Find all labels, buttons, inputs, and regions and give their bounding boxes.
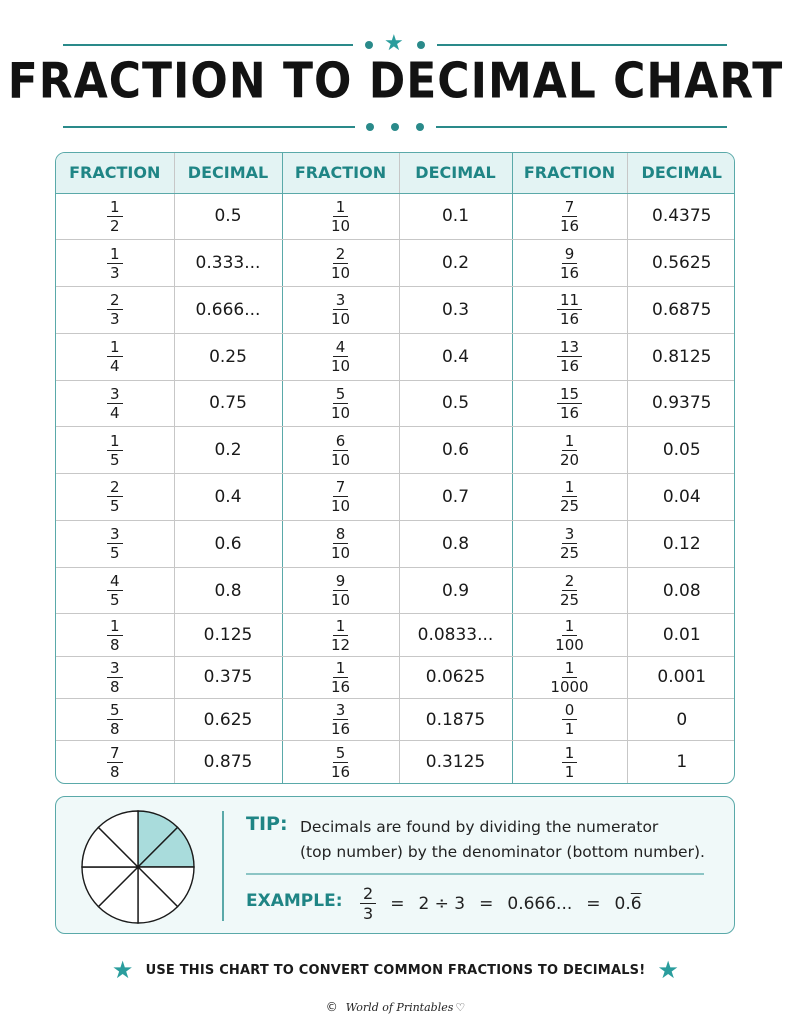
decimal-cell: 0.12 [627, 520, 735, 567]
numerator: 3 [107, 660, 123, 678]
table-row [56, 287, 735, 334]
denominator: 16 [559, 310, 580, 329]
decimal-cell: 0.2 [174, 427, 282, 474]
denominator: 100 [555, 635, 584, 654]
brand-name: World of Printables [345, 1000, 454, 1014]
fraction-cell [56, 698, 174, 740]
numerator: 2 [107, 479, 123, 497]
decimal-cell: 0.04 [627, 474, 735, 521]
fraction-cell [512, 567, 627, 614]
denominator: 16 [559, 216, 580, 235]
numerator: 6 [333, 433, 349, 451]
denominator: 16 [330, 720, 351, 739]
decimal-cell: 0 [627, 698, 735, 740]
fraction [328, 199, 353, 234]
tip-label: TIP: [246, 813, 288, 835]
fraction-cell [282, 567, 399, 614]
decimal-cell: 0.8 [399, 520, 512, 567]
fraction-cell [282, 656, 399, 698]
numerator: 1 [107, 199, 123, 217]
fraction [107, 386, 123, 421]
decimal-cell: 0.0625 [399, 656, 512, 698]
equals-sign: = [479, 893, 494, 914]
table-row [56, 240, 735, 287]
numerator: 5 [107, 702, 123, 720]
decimal-value: 0.666... [507, 893, 573, 914]
numerator: 11 [557, 292, 582, 310]
denominator: 1 [564, 762, 575, 781]
pie-chart-illustration [80, 809, 196, 925]
numerator: 3 [562, 526, 578, 544]
table-row [56, 193, 735, 240]
fraction [557, 573, 582, 608]
numerator: 1 [562, 618, 578, 636]
numerator: 4 [107, 573, 123, 591]
fraction [557, 339, 582, 374]
decimal-cell: 0.6875 [627, 287, 735, 334]
numerator: 15 [557, 386, 582, 404]
numerator: 1 [107, 246, 123, 264]
fraction [328, 479, 353, 514]
fraction [328, 573, 353, 608]
numerator: 1 [107, 433, 123, 451]
numerator: 1 [562, 479, 578, 497]
numerator: 7 [333, 479, 349, 497]
decimal-cell: 0.75 [174, 380, 282, 427]
fraction [552, 618, 587, 653]
numerator: 3 [333, 702, 349, 720]
denominator: 5 [109, 450, 120, 469]
denominator: 3 [109, 310, 120, 329]
fraction [328, 339, 353, 374]
fraction [107, 339, 123, 374]
decimal-cell: 1 [676, 752, 688, 773]
numerator: 1 [562, 433, 578, 451]
denominator: 16 [330, 762, 351, 781]
fraction-cell [282, 287, 399, 334]
title-underline-ornament [0, 119, 791, 135]
decimal-cell: 0.01 [627, 614, 735, 656]
decimal-cell: 0.625 [174, 698, 282, 740]
fraction-cell [56, 427, 174, 474]
fraction-cell [282, 333, 399, 380]
fraction [557, 292, 582, 327]
denominator: 10 [330, 591, 351, 609]
decimal-cell: 0.001 [627, 656, 735, 698]
table-row [56, 698, 735, 740]
numerator: 3 [107, 526, 123, 544]
numerator: 8 [333, 526, 349, 544]
denominator: 3 [109, 263, 120, 282]
fraction-cell [282, 698, 399, 740]
fraction [557, 526, 582, 561]
denominator: 4 [109, 357, 120, 376]
fraction [557, 433, 582, 468]
decimal-cell: 0.2 [399, 240, 512, 287]
fraction-cell [56, 656, 174, 698]
fraction-cell [282, 193, 399, 240]
fraction [557, 246, 582, 281]
decimal-cell: 0.8 [174, 567, 282, 614]
table-row [56, 380, 735, 427]
denominator: 10 [330, 497, 351, 516]
tip-line-2: (top number) by the denominator (bottom number). [300, 843, 705, 861]
fraction-cell [512, 656, 627, 698]
table-row [56, 474, 735, 521]
denominator: 8 [109, 635, 120, 654]
decimal-cell: 0.8125 [627, 333, 735, 380]
denominator: 10 [330, 544, 351, 563]
denominator: 2 [109, 216, 120, 235]
denominator: 10 [330, 310, 351, 329]
example-label: EXAMPLE: [246, 891, 343, 911]
fraction-cell [56, 333, 174, 380]
decimal-cell: 0.5 [174, 193, 282, 240]
fraction [557, 199, 582, 234]
numerator: 1 [562, 745, 578, 763]
numerator: 1 [333, 660, 349, 678]
fraction [328, 618, 353, 653]
denominator: 16 [559, 403, 580, 422]
divider [222, 811, 224, 921]
fraction [107, 702, 123, 737]
fraction [107, 573, 123, 608]
fraction [562, 745, 578, 780]
denominator: 5 [109, 591, 120, 609]
top-ornament [0, 31, 791, 56]
tip-line-1: Decimals are found by dividing the numerator [300, 818, 659, 836]
decimal-cell: 0.9 [399, 567, 512, 614]
fraction [107, 433, 123, 468]
denominator: 12 [330, 635, 351, 654]
decimal-cell: 0.6 [174, 520, 282, 567]
fraction [328, 660, 353, 695]
numerator: 3 [107, 386, 123, 404]
tip-box [55, 796, 735, 934]
fraction-cell [512, 741, 627, 783]
denominator: 20 [559, 450, 580, 469]
decimal-cell: 0.5625 [627, 240, 735, 287]
fraction-cell [56, 240, 174, 287]
decimal-cell: 0.9375 [627, 380, 735, 427]
example-fraction: $\frac{2}{3}$ [360, 885, 376, 922]
numerator: 5 [333, 745, 349, 763]
column-header: DECIMAL [174, 153, 282, 193]
fraction-cell [512, 614, 627, 656]
fraction-cell [56, 380, 174, 427]
denominator: 25 [559, 544, 580, 563]
fraction-cell [56, 741, 174, 783]
decimal-cell: 0.375 [174, 656, 282, 698]
column-header: FRACTION [282, 153, 399, 193]
fraction [328, 526, 353, 561]
denominator: 16 [559, 357, 580, 376]
decimal-cell: 0.4 [399, 333, 512, 380]
fraction [107, 526, 123, 561]
numerator: 3 [333, 292, 349, 310]
star-icon: ★ [657, 956, 680, 984]
decimal-cell: 0.6 [399, 427, 512, 474]
denominator: 5 [109, 497, 120, 516]
fraction-cell [56, 614, 174, 656]
table-row [56, 614, 735, 656]
numerator: 2 [333, 246, 349, 264]
numerator: 1 [333, 618, 349, 636]
decimal-cell: 0.7 [399, 474, 512, 521]
fraction [328, 386, 353, 421]
numerator: 13 [557, 339, 582, 357]
fraction [107, 618, 123, 653]
table-row [56, 333, 735, 380]
column-header: DECIMAL [399, 153, 512, 193]
column-header: FRACTION [56, 153, 174, 193]
denominator: 10 [330, 450, 351, 469]
decimal-cell: 0.333... [174, 240, 282, 287]
fraction-cell [282, 741, 399, 783]
decimal-cell: 0.5 [399, 380, 512, 427]
footer-text: USE THIS CHART TO CONVERT COMMON FRACTIONS TO DECIMALS! [145, 962, 646, 978]
fraction [547, 660, 591, 695]
numerator: 7 [562, 199, 578, 217]
numerator: 4 [333, 339, 349, 357]
fraction-cell [512, 380, 627, 427]
decimal-cell: 0.4 [174, 474, 282, 521]
fraction [107, 246, 123, 281]
decimal-cell: 0.125 [174, 614, 282, 656]
denominator: 10 [330, 263, 351, 282]
decimal-cell: 0.875 [174, 741, 282, 783]
denominator: 8 [109, 677, 120, 696]
fraction [328, 745, 353, 780]
numerator: 1 [333, 199, 349, 217]
decimal-cell: 0.25 [174, 333, 282, 380]
fraction-cell [282, 520, 399, 567]
star-icon: ★ [384, 31, 404, 56]
table-row [56, 567, 735, 614]
numerator: 2 [107, 292, 123, 310]
decimal-cell: 0.05 [627, 427, 735, 474]
fraction-cell [56, 474, 174, 521]
decimal-cell: 0.1 [399, 193, 512, 240]
fraction-cell [512, 240, 627, 287]
footer-banner [0, 956, 791, 984]
table-row [56, 656, 735, 698]
table-row [56, 741, 735, 783]
example-equation [360, 885, 642, 922]
fraction-cell [512, 698, 627, 740]
decimal-cell: 0.0833... [399, 614, 512, 656]
fraction-cell [512, 474, 627, 521]
numerator: 1 [107, 339, 123, 357]
fraction [562, 702, 578, 737]
fraction-cell [282, 614, 399, 656]
denominator: 10 [330, 403, 351, 422]
fraction [557, 386, 582, 421]
fraction-decimal-table [55, 152, 735, 784]
numerator: 9 [562, 246, 578, 264]
page-title: FRACTION TO DECIMAL CHART [7, 52, 784, 111]
numerator: 9 [333, 573, 349, 591]
fraction-cell [512, 427, 627, 474]
fraction-cell [512, 520, 627, 567]
fraction-cell [56, 520, 174, 567]
brand-credit [0, 1000, 791, 1014]
table-header-row [56, 153, 735, 193]
denominator: 16 [330, 677, 351, 696]
fraction [107, 479, 123, 514]
numerator: 5 [333, 386, 349, 404]
fraction [107, 745, 123, 780]
fraction-cell [282, 427, 399, 474]
fraction [107, 199, 123, 234]
numerator: 7 [107, 745, 123, 763]
fraction-cell [512, 333, 627, 380]
fraction-cell [56, 567, 174, 614]
fraction [107, 660, 123, 695]
decimal-cell: 0.4375 [627, 193, 735, 240]
decimal-cell: 0.3125 [399, 741, 512, 783]
fraction-cell [282, 240, 399, 287]
denominator: 10 [330, 357, 351, 376]
decimal-cell: 0.3 [399, 287, 512, 334]
equals-sign: = [390, 893, 405, 914]
fraction [557, 479, 582, 514]
heart-icon: ♡ [455, 1000, 466, 1014]
division-expression: 2 ÷ 3 [418, 893, 466, 914]
column-header: DECIMAL [627, 153, 735, 193]
decimal-cell: 0.1875 [399, 698, 512, 740]
denominator: 16 [559, 263, 580, 282]
fraction-cell [512, 193, 627, 240]
denominator: 25 [559, 591, 580, 609]
fraction-cell [282, 380, 399, 427]
fraction-cell [282, 474, 399, 521]
denominator: 4 [109, 403, 120, 422]
denominator: 25 [559, 497, 580, 516]
denominator: 10 [330, 216, 351, 235]
fraction [328, 702, 353, 737]
divider [246, 873, 704, 875]
numerator: 1 [562, 660, 578, 678]
fraction [107, 292, 123, 327]
copyright-icon: © [325, 1000, 338, 1014]
numerator: 0 [562, 702, 578, 720]
equals-sign: = [586, 893, 601, 914]
numerator: 2 [562, 573, 578, 591]
fraction [328, 433, 353, 468]
denominator: 8 [109, 720, 120, 739]
denominator: 8 [109, 762, 120, 781]
table-row [56, 520, 735, 567]
numerator: 1 [107, 618, 123, 636]
denominator: 1000 [550, 677, 589, 696]
decimal-cell: 0.666... [174, 287, 282, 334]
denominator: 5 [109, 544, 120, 563]
column-header: FRACTION [512, 153, 627, 193]
fraction [328, 246, 353, 281]
tip-text [300, 815, 720, 865]
decimal-cell: 0.08 [627, 567, 735, 614]
table-row [56, 427, 735, 474]
fraction-cell [56, 287, 174, 334]
fraction [328, 292, 353, 327]
star-icon: ★ [111, 956, 134, 984]
fraction-cell [56, 193, 174, 240]
repeating-decimal: 0.6 [614, 893, 642, 914]
denominator: 1 [564, 720, 575, 739]
fraction-cell [512, 287, 627, 334]
